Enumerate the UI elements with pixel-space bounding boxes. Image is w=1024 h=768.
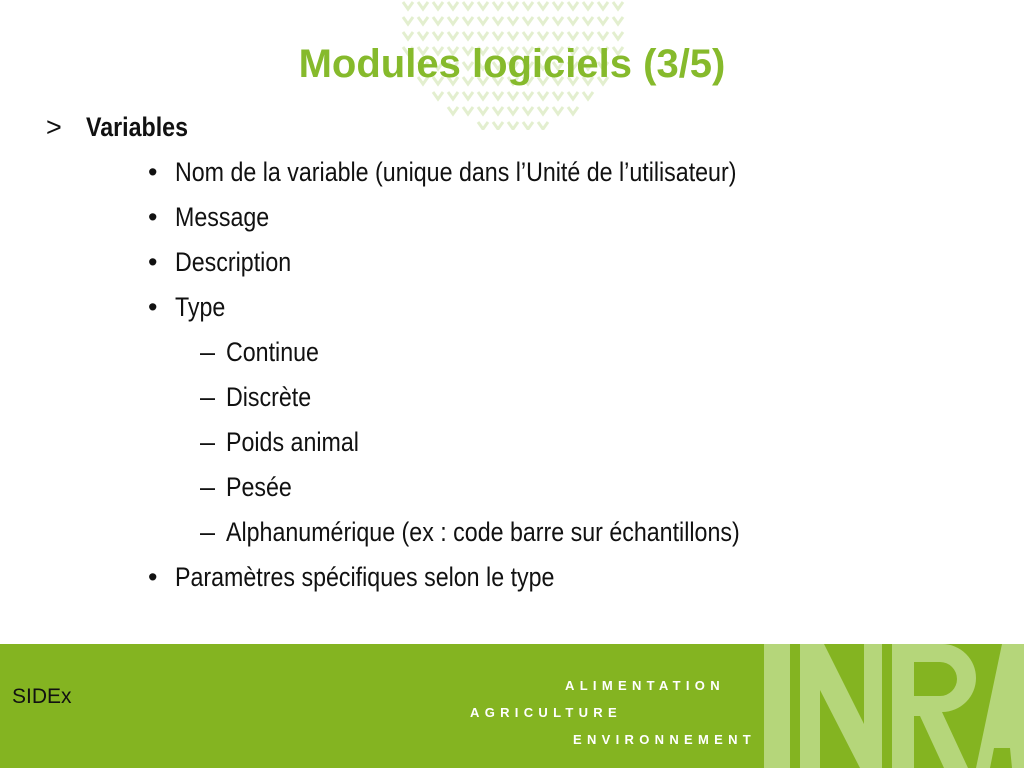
bullet-item-text: Continue — [226, 337, 319, 367]
dash-bullet-icon: – — [200, 472, 216, 502]
bullet-item-text: Discrète — [226, 382, 312, 412]
bullet-item-text: Message — [175, 202, 270, 232]
bullet-item-text: Alphanumérique (ex : code barre sur échantillons) — [226, 517, 740, 547]
dot-bullet-icon: • — [148, 157, 158, 187]
bullet-item-text: Paramètres spécifiques selon le type — [175, 562, 555, 592]
bullet-item-text: Type — [175, 292, 226, 322]
tagline-line-2: AGRICULTURE — [470, 705, 622, 720]
inra-logo — [764, 644, 1024, 768]
dash-bullet-icon: – — [200, 337, 216, 367]
dot-bullet-icon: • — [148, 202, 158, 232]
dot-bullet-icon: • — [148, 292, 158, 322]
dot-bullet-icon: • — [148, 247, 158, 277]
footer-bar — [0, 644, 1024, 768]
arrow-bullet-icon: > — [46, 112, 62, 142]
dash-bullet-icon: – — [200, 382, 216, 412]
bullet-item-text: Nom de la variable (unique dans l’Unité de l’utilisateur) — [175, 157, 737, 187]
tagline-line-3: ENVIRONNEMENT — [573, 732, 757, 747]
footer-label: SIDEx — [12, 685, 72, 708]
bullet-item-text: Poids animal — [226, 427, 359, 457]
bullet-item-text: Description — [175, 247, 292, 277]
dot-bullet-icon: • — [148, 562, 158, 592]
slide-title: Modules logiciels (3/5) — [298, 42, 726, 86]
tagline-line-1: ALIMENTATION — [565, 678, 725, 693]
bullet-item-text: Pesée — [226, 472, 292, 502]
dash-bullet-icon: – — [200, 517, 216, 547]
dash-bullet-icon: – — [200, 427, 216, 457]
bullet-item-text: Variables — [86, 112, 188, 142]
